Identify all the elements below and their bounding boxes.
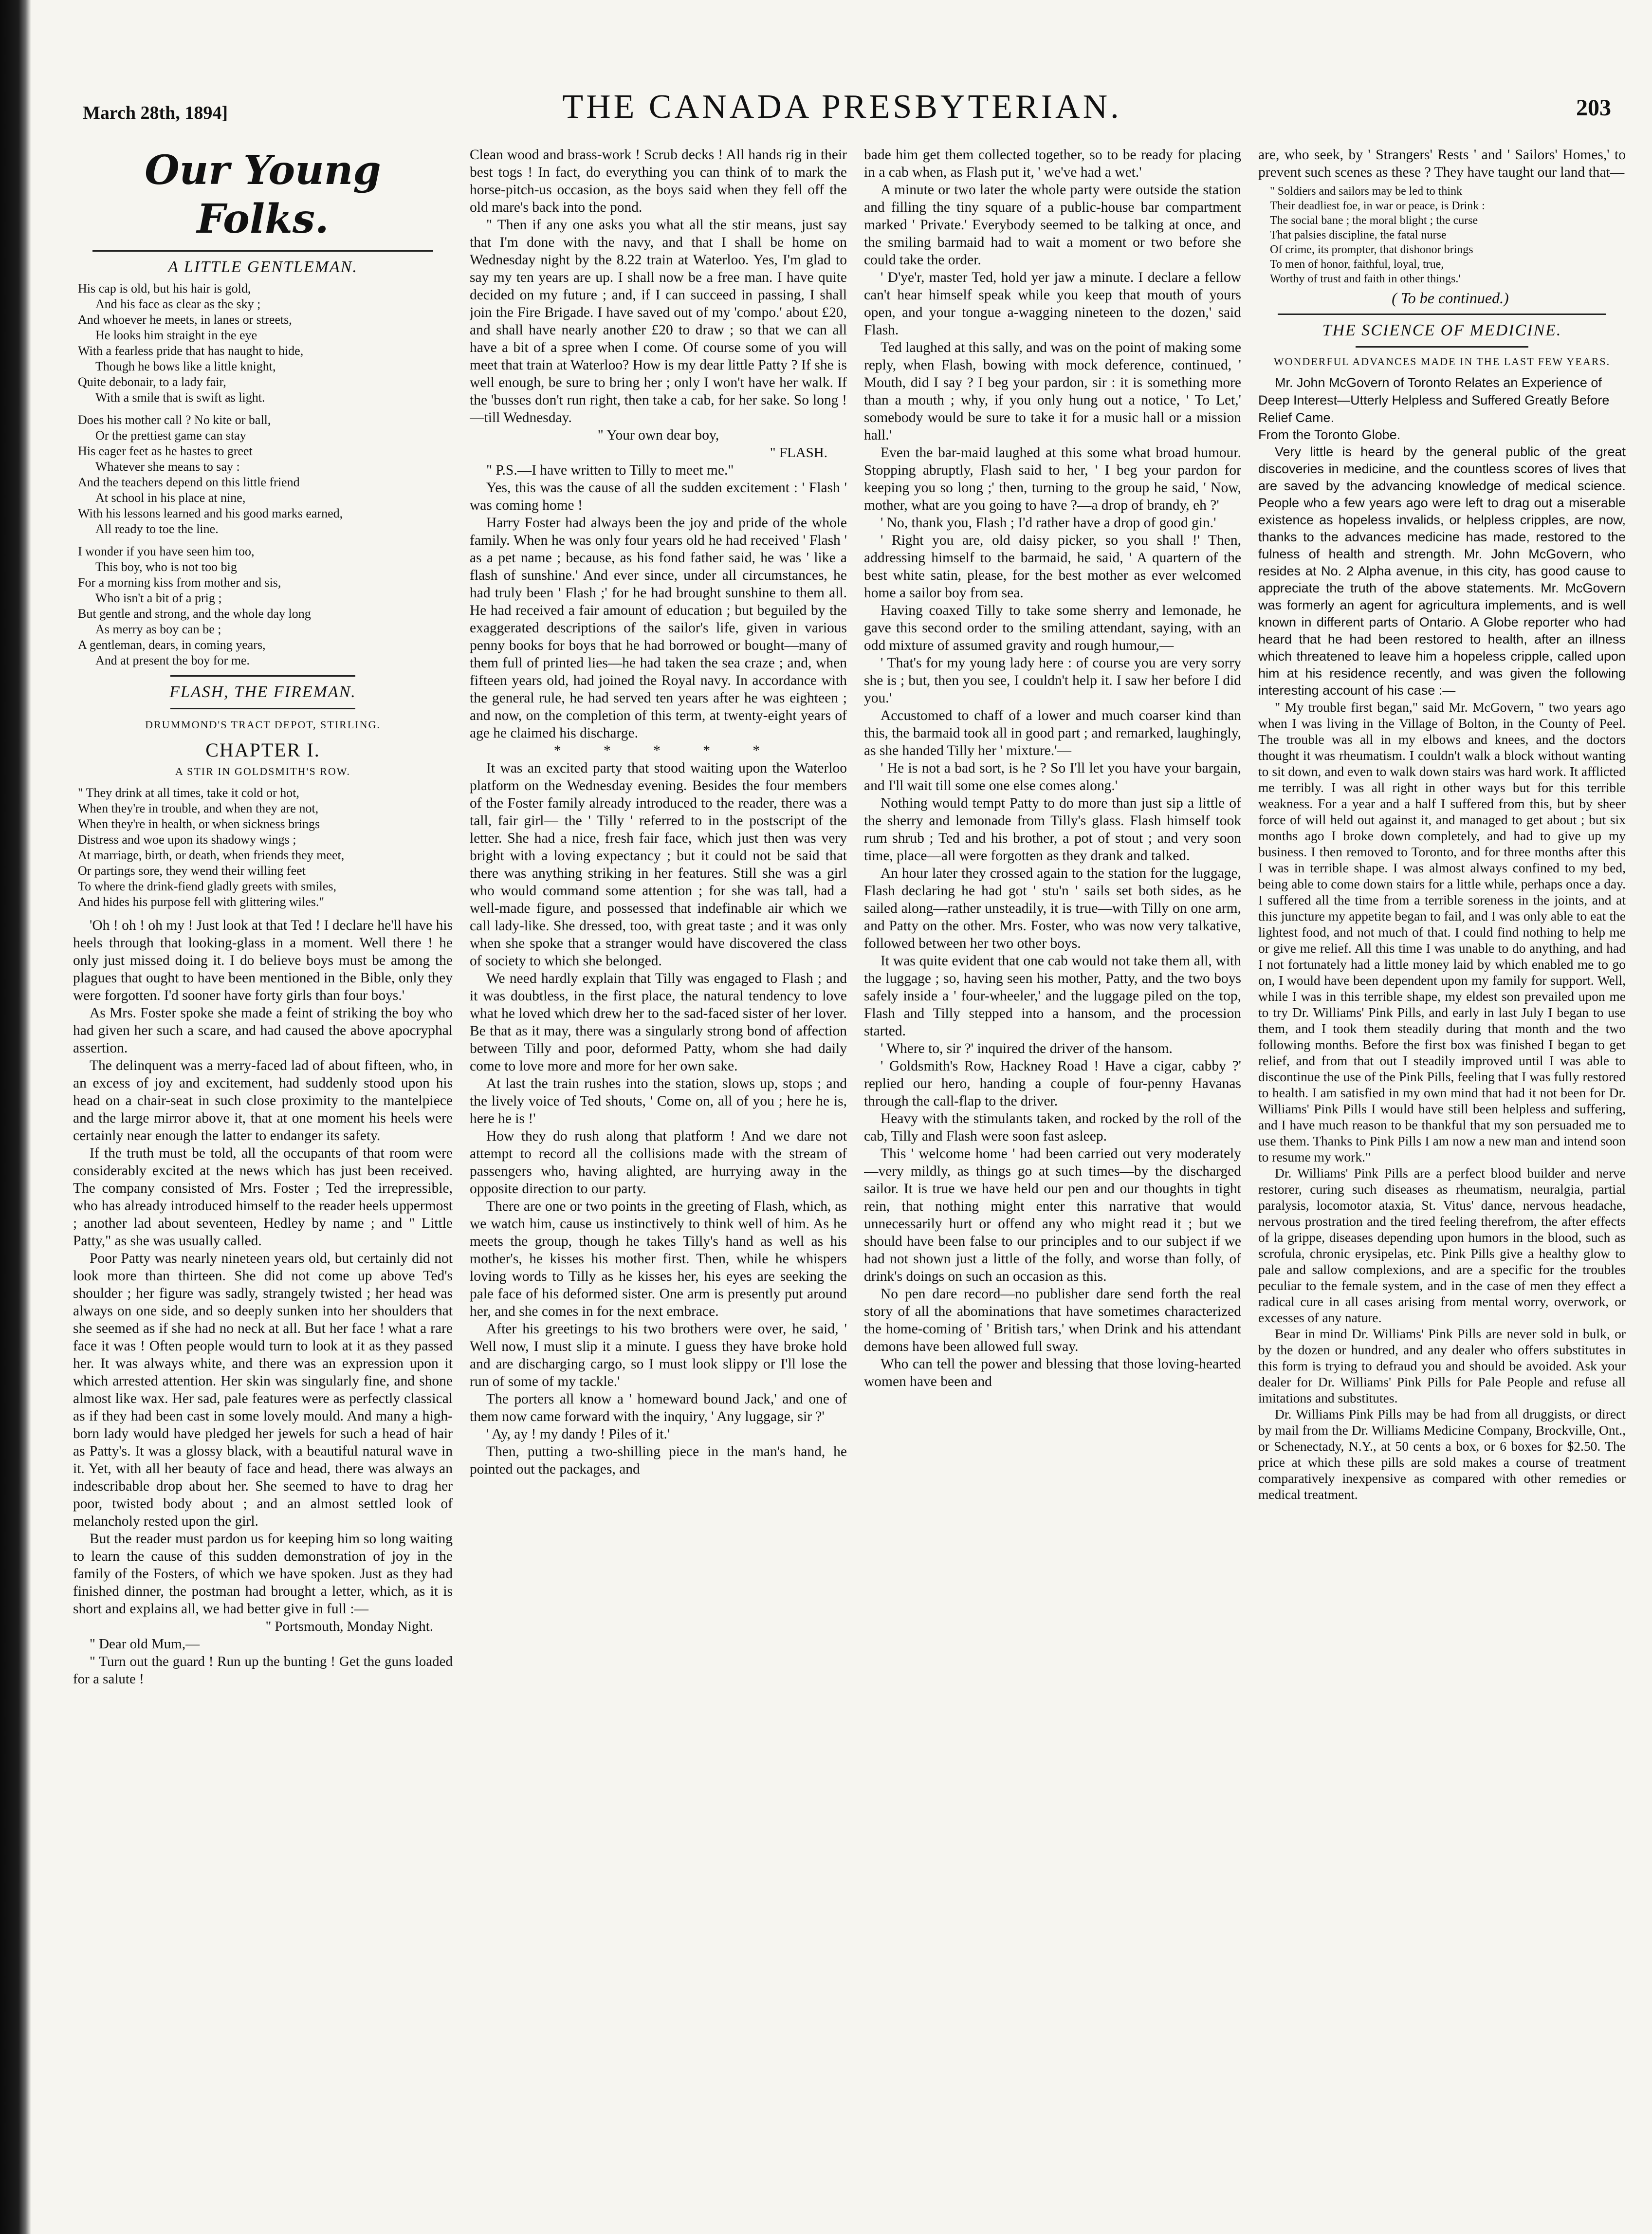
paragraph: bade him get them collected together, so to be ready for placing in a cab when, as Flash put it, ' we've had a wet.' <box>864 147 1241 180</box>
paragraph: are, who seek, by ' Strangers' Rests ' and ' Sailors' Homes,' to prevent such scenes as these ? They have taught our land that— <box>1258 147 1626 180</box>
letter-signature: " FLASH. <box>770 445 827 461</box>
article-source: From the Toronto Globe. <box>1258 427 1401 442</box>
paragraph: Harry Foster had always been the joy and pride of the whole family. When he was only four years old he had received ' Flash ' as a pet name ; because, as his fond father said, he was ' like a flash of sunshine.' And ever since, under all circumstances, he had truly been ' Flash ;' for he had brought sunshine to them all. He had received a fair amount of education ; but beguiled by the exaggerated descriptions of the sailor's life, given in various penny books for boys that he had borrowed or bought—many of them full of printed lies—he had taken the sea craze ; and, when fifteen years old, had joined the Royal navy. In accordance with the general rule, he had served ten years after he was eighteen ; and now, on the completion of this term, at twenty-eight years of age he claimed his discharge. <box>470 515 847 741</box>
epigraph: " They drink at all times, take it cold or hot, When they're in trouble, and when they are not, When they're in health, or when sickness brings Distress and woe upon its shadowy wings ; At marriage, birth, or death, when friends they meet, Or partings sore, they wend their willing feet To where the drink-fiend gladly greets with smiles, And hides his purpose fell with glittering wiles." <box>78 786 345 909</box>
paragraph: There are one or two points in the greeting of Flash, which, as we watch him, cause us instinctively to think well of him. As he meets the group, though he takes Tilly's hand as well as his mother's, he kisses his mother first. Then, while he whispers loving words to Tilly as he kisses her, his eyes are seeking the pale face of his deformed sister. One arm is presently put around her, and she comes in for the next embrace. <box>470 1199 847 1319</box>
page-number: 203 <box>1576 95 1611 121</box>
paragraph: ' No, thank you, Flash ; I'd rather have a drop of good gin.' <box>881 515 1216 531</box>
to-be-continued: ( To be continued.) <box>1392 289 1509 307</box>
paragraph: ' He is not a bad sort, is he ? So I'll let you have your bargain, and I'll wait till some one else comes along.' <box>864 760 1241 794</box>
paragraph: " My trouble first began," said Mr. McGovern, " two years ago when I was living in the Village of Bolton, in the County of Peel. The trouble was all in my elbows and knees, and the doctors thought it was rheumatism. I couldn't walk a block without wanting to sit down, and even to walk down stairs was hard work. It afflicted me terribly. I was all right in other ways but for this terrible weakness. For a year and a half I suffered from this, but by sheer force of will held out against it, and managed to get about ; but six months ago I broke down completely, and had to give up my business. I then removed to Toronto, and for three months after this I was in terrible shape. I was almost always confined to my bed, being able to come down stairs for a little while, perhaps once a day. I suffered all the time from a terrible soreness in the joints, and at this juncture my appetite began to fail, and I was only able to eat the lightest food, and not much of that. I could find nothing to help me or give me relief. All this time I was unable to do anything, and had I not fortunately had a little money laid by which enabled me to go on, I would have been dependent upon my family for support. Well, while I was in this terrible shape, my eldest son prevailed upon me to try Dr. Williams' Pink Pills, and early in last July I began to use them, and I took them steadily during that month and the two following months. Before the first box was finished I began to get relief, and from that out I steadily improved until I was able to discontinue the use of the Pink Pills, feeling that I was fully restored to health. I am satisfied in my own mind that had it not been for Dr. Williams' Pink Pills I would have still been helpless and suffering, and I have much reason to be thankful that my son persuaded me to use them. Thanks to Pink Pills I am now a new man and intend soon to resume my work." <box>1258 700 1626 1164</box>
paragraph: It was an excited party that stood waiting upon the Waterloo platform on the Wednesday evening. Besides the four members of the Foster family already introduced to the reader, there was a tall, fair girl— the ' Tilly ' referred to in the postscript of the letter. She had a nice, fresh fair face, which just then was very bright with a loving expectancy ; but it could not be said that there was anything striking in her features. Still she was a girl who would command some attention ; for she was tall, had a well-made figure, and possessed that indefinable air which we call lady-like. She dressed, too, with great taste ; and it was only when she spoke that a stranger would have discovered the class of society to which she belonged. <box>470 760 847 969</box>
story-title: FLASH, THE FIREMAN. <box>169 683 356 701</box>
paragraph: How they do rush along that platform ! And we dare not attempt to record all the collisions made with the stream of passengers who, having alighted, are hurrying away in the opposite direction to our party. <box>470 1128 847 1197</box>
paragraph: An hour later they crossed again to the station for the luggage, Flash declaring he had got ' stu'n ' sails set both sides, as he sailed along—rather unsteadily, it is true—with Tilly on one arm, and Patty on the other. Mrs. Foster, who was now very talkative, followed between her two other boys. <box>864 866 1241 951</box>
column-2 <box>470 146 847 2215</box>
paragraph: Poor Patty was nearly nineteen years old, but certainly did not look more than thirteen. She did not come up above Ted's shoulder ; her figure was sadly, strangely twisted ; her head was always on one side, and so deeply sunken into her shoulders that she seemed as if she had no neck at all. But her face ! what a rare face it was ! Often people would turn to look at it as they passed her. It was always white, and there was an expression upon it which arrested attention. Her skin was singularly fine, and shone almost like wax. Her sad, pale features were as perfectly classical as if they had been cast in some lovely mould. And many a high-born lady would have pledged her jewels for such a head of hair as Patty's. It was a glossy black, with a beautiful natural wave in it. Yet, with all her beauty of face and head, there was always an indescribable drop about her. She seemed to have to drag her poor, twisted body about ; and an almost settled look of melancholy rested upon the girl. <box>73 1251 453 1529</box>
newspaper-title: THE CANADA PRESBYTERIAN. <box>562 88 1122 126</box>
poem-title: A LITTLE GENTLEMAN. <box>168 258 358 276</box>
section-break: * * * * * <box>553 743 780 758</box>
paragraph: Then, putting a two-shilling piece in the man's hand, he pointed out the packages, and <box>470 1444 847 1477</box>
chapter-subheading: A STIR IN GOLDSMITH'S ROW. <box>175 765 351 777</box>
paragraph: But the reader must pardon us for keeping him so long waiting to learn the cause of this sudden demonstration of joy in the family of the Fosters, of which we have spoken. Just as they had finished dinner, the postman had brought a letter, which, as it is short and explains all, we had better give in full :— <box>73 1531 453 1617</box>
divider <box>170 675 355 677</box>
column-1 <box>73 146 453 2215</box>
paragraph: Clean wood and brass-work ! Scrub decks ! All hands rig in their best togs ! In fact, do everything you can think of to mark the horse-pitch-us occasion, as the boys said when they fell off the old mare's back into the pond. <box>470 147 847 215</box>
paragraph: " Then if any one asks you what all the stir means, just say that I'm done with the navy, and that I shall be home on Wednesday night by the 8.22 train at Waterloo. Yes, I'm glad to say my ten years are up. I shall now be a free man. I have quite decided on my future ; and, if I can succeed in passing, I shall join the Fire Brigade. I have saved out of my 'compo.' about £20, and shall have nearly another £20 to draw ; so that we can all have a bit of a spree when I come. Of course some of you will meet that train at Waterloo? How is my dear little Patty ? If she is well enough, be sure to bring her ; only I won't have her walk. If the 'busses don't run right, then take a cab, for her sake. So long !—till Wednesday. <box>470 217 847 425</box>
paragraph: We need hardly explain that Tilly was engaged to Flash ; and it was doubtless, in the first place, the natural tendency to love what he loved which drew her to the sad-faced sister of her lover. Be that as it may, there was a singularly strong bond of affection between Tilly and poor, deformed Patty, whom she had daily come to love more and more for her own sake. <box>470 971 847 1074</box>
paragraph: The porters all know a ' homeward bound Jack,' and one of them now came forward with the inquiry, ' Any luggage, sir ?' <box>470 1391 847 1424</box>
paragraph: Dr. Williams' Pink Pills are a perfect blood builder and nerve restorer, curing such diseases as rheumatism, neuralgia, partial paralysis, locomotor ataxia, St. Vitus' dance, nervous headache, nervous prostration and the tired feeling therefrom, the after effects of la grippe, diseases depending upon humors in the blood, such as scrofula, chronic erysipelas, etc. Pink Pills give a healthy glow to pale and sallow complexions, and are a specific for the troubles peculiar to the female system, and in the case of men they effect a radical cure in all cases arising from mental worry, overwork, or excesses of any nature. <box>1258 1165 1626 1325</box>
paragraph: Bear in mind Dr. Williams' Pink Pills are never sold in bulk, or by the dozen or hundred, and any dealer who offers substitutes in this form is trying to defraud you and should be avoided. Ask your dealer for Dr. Williams' Pink Pills for Pale People and refuse all imitations and substitutes. <box>1258 1326 1626 1405</box>
paragraph: It was quite evident that one cab would not take them all, with the luggage ; so, having seen his mother, Patty, and the two boys safely inside a ' four-wheeler,' and the luggage piled on the top, Flash and Tilly stepped into a hansom, and the procession started. <box>864 953 1241 1039</box>
chapter-heading: CHAPTER I. <box>205 739 320 761</box>
letter-salutation: " Dear old Mum,— <box>90 1636 200 1652</box>
paragraph: Who can tell the power and blessing that those loving-hearted women have been and <box>864 1356 1241 1389</box>
paragraph: Nothing would tempt Patty to do more than just sip a little of the sherry and lemonade from Tilly's glass. Flash himself took rum shrub ; Ted and his brother, a pot of stout ; and very soon time, place—all were forgotten as they drank and talked. <box>864 795 1241 864</box>
paragraph: Dr. Williams Pink Pills may be had from all druggists, or direct by mail from the Dr. Williams Medicine Company, Brockville, Ont., or Schenectady, N.Y., at 50 cents a box, or 6 boxes for $2.50. The price at which these pills are sold makes a course of treatment comparatively inexpensive as compared with other remedies or medical treatment. <box>1258 1406 1626 1502</box>
paragraph: After his greetings to his two brothers were over, he said, ' Well now, I must slip it a minute. I guess they have broke hold and are discharging cargo, so I must look slippy or I'll lose the run of some of my tackle.' <box>470 1321 847 1389</box>
paragraph: If the truth must be told, all the occupants of that room were considerably excited at the news which has just been received. The company consisted of Mrs. Foster ; Ted the irrepressible, who has already introduced himself to the reader heels uppermost ; another lad about seventeen, Hedley by name ; and " Little Patty," as she was usually called. <box>73 1145 453 1249</box>
paragraph: ' Goldsmith's Row, Hackney Road ! Have a cigar, cabby ?' replied our hero, handing a couple of four-penny Havanas through the call-flap to the driver. <box>864 1058 1241 1109</box>
paragraph: Even the bar-maid laughed at this some what broad humour. Stopping abruptly, Flash said to her, ' I beg your pardon for keeping you so long ;' then, turning to the group he said, ' Now, mother, what are you going to have ?—a drop of brandy, eh ?' <box>864 445 1241 513</box>
issue-date: March 28th, 1894] <box>83 103 228 123</box>
paragraph: No pen dare record—no publisher dare send forth the real story of all the abominations that have sometimes characterized the home-coming of ' British tars,' when Drink and his attendant demons have been allowed full sway. <box>864 1286 1241 1354</box>
paragraph: ' That's for my young lady here : of course you are very sorry she is ; but, then you see, I couldn't help it. I saw her before I did you.' <box>864 655 1241 706</box>
article-summary: Mr. John McGovern of Toronto Relates an Experience of Deep Interest—Utterly Helpless and Suffered Greatly Before Relief Came. <box>1258 375 1610 425</box>
paragraph: A minute or two later the whole party were outside the station and filling the tiny square of a public-house bar compartment marked ' Private.' Everybody seemed to be talking at once, and the smiling barmaid had to wait a moment or two before she could take the order. <box>864 182 1241 268</box>
divider <box>1356 346 1528 348</box>
section-heading: Our Young Folks. <box>145 147 381 242</box>
poem-stanza-3: I wonder if you have seen him too, This boy, who is not too big For a morning kiss from mother and sis, Who isn't a bit of a prig ; But gentle and strong, and the whole day long As merry as boy can be ; A gentleman, dears, in coming years, And at present the boy for me. <box>78 544 311 667</box>
divider <box>170 708 355 709</box>
article-title: THE SCIENCE OF MEDICINE. <box>1322 321 1562 339</box>
page-binding-edge <box>0 0 31 2234</box>
paragraph: Heavy with the stimulants taken, and rocked by the roll of the cab, Tilly and Flash were soon fast asleep. <box>864 1111 1241 1144</box>
paragraph: Yes, this was the cause of all the sudden excitement : ' Flash ' was coming home ! <box>470 480 847 513</box>
letter-place: " Portsmouth, Monday Night. <box>265 1619 433 1634</box>
article-subtitle: WONDERFUL ADVANCES MADE IN THE LAST FEW YEARS. <box>1273 355 1611 368</box>
quoted-verse: " Soldiers and sailors may be led to think Their deadliest foe, in war or peace, is Drink : The social bane ; the moral blight ; the curse That palsies discipline, the fatal nurse Of crime, its prompter, that dishonor brings To men of honor, faithful, loyal, true, Worthy of trust and faith in other things.' <box>1270 185 1485 285</box>
paragraph: Very little is heard by the general public of the great discoveries in medicine, and the countless scores of lives that are saved by the advancing knowledge of medical science. People who a few years ago were left to drag out a miserable existence as hopeless invalids, or helpless cripples, are now, thanks to the advances medicine has made, restored to the fulness of health and strength. Mr. John McGovern, who resides at No. 2 Alpha avenue, in this city, has good cause to appreciate the truth of the above statements. Mr. McGovern was formerly an agent for agricultura implements, and is well known in different parts of Ontario. A Globe reporter who had heard that he had been restored to health, after an illness which threatened to leave him a hopeless cripple, called upon him at his residence recently, and was given the following interesting account of his case :— <box>1258 444 1626 698</box>
column-4 <box>1258 146 1626 2215</box>
paragraph: At last the train rushes into the station, slows up, stops ; and the lively voice of Ted shouts, ' Come on, all of you ; here he is, here he is !' <box>470 1076 847 1126</box>
page-header <box>73 88 1611 131</box>
column-3 <box>864 146 1241 2215</box>
paragraph: " Turn out the guard ! Run up the bunting ! Get the guns loaded for a salute ! <box>73 1654 453 1687</box>
paragraph: Having coaxed Tilly to take some sherry and lemonade, he gave this second order to the smiling attendant, saying, with an odd mixture of assumed gravity and rough humour,— <box>864 603 1241 653</box>
paragraph: As Mrs. Foster spoke she made a feint of striking the boy who had given her such a scare, and had caused the above apocryphal assertion. <box>73 1005 453 1056</box>
letter-signoff: " Your own dear boy, <box>597 427 719 443</box>
paragraph: Accustomed to chaff of a lower and much coarser kind than this, the barmaid took all in good part ; and remarked, laughingly, as she handed Tilly her ' mixture.'— <box>864 708 1241 758</box>
poem-stanza-1: His cap is old, but his hair is gold, And his face as clear as the sky ; And whoever he meets, in lanes or streets, He looks him straight in the eye With a fearless pride that has naught to hide, Though he bows like a little knight, Quite debonair, to a lady fair, With a smile that is swift as light. <box>78 281 304 405</box>
story-source: DRUMMOND'S TRACT DEPOT, STIRLING. <box>145 719 381 731</box>
divider <box>1278 314 1606 315</box>
paragraph: ' Right you are, old daisy picker, so you shall !' Then, addressing himself to the barmaid, he said, ' A quartern of the best white satin, please, for the best mother as ever welcomed home a sailor boy from sea. <box>864 533 1241 601</box>
postscript: " P.S.—I have written to Tilly to meet me." <box>486 462 734 478</box>
paragraph: This ' welcome home ' had been carried out very moderately—very mildly, as things go at such times—by the discharged sailor. It is true we have held our pen and our thoughts in tight rein, that nothing might enter this narrative that would unnecessarily hurt or offend any who might read it ; but we should have been false to our principles and to our subject if we had not shown just a little of the folly, and worse than folly, of drink's doings on such an occasion as this. <box>864 1146 1241 1284</box>
paragraph: ' D'ye'r, master Ted, hold yer jaw a minute. I declare a fellow can't hear himself speak while you keep that mouth of yours open, and your tongue a-wagging nineteen to the dozen,' said Flash. <box>864 270 1241 338</box>
paragraph: The delinquent was a merry-faced lad of about fifteen, who, in an excess of joy and excitement, had suddenly stood upon his head on a chair-seat in such close proximity to the mantelpiece and the large mirror above it, that at one moment his heels were certainly near enough the latter to endanger its safety. <box>73 1058 453 1144</box>
paragraph: 'Oh ! oh ! oh my ! Just look at that Ted ! I declare he'll have his heels through that looking-glass in a moment. Well there ! he only just missed doing it. I do believe boys must be among the plagues that ought to have been mentioned in the Bible, only they were forgotten. I'd sooner have forty girls than four boys.' <box>73 918 453 1003</box>
paragraph: ' Where to, sir ?' inquired the driver of the hansom. <box>881 1041 1173 1056</box>
divider <box>92 250 433 252</box>
paragraph: ' Ay, ay ! my dandy ! Piles of it.' <box>486 1426 670 1442</box>
poem-stanza-2: Does his mother call ? No kite or ball, Or the prettiest game can stay His eager feet as he hastes to greet Whatever she means to say : And the teachers depend on this little friend At school in his place at nine, With his lessons learned and his good marks earned, All ready to toe the line. <box>78 413 343 536</box>
paragraph: Ted laughed at this sally, and was on the point of making some reply, when Flash, bowing with mock deference, continued, ' Mouth, did I say ? I beg your pardon, sir : it is something more than a mouth ; why, if you only hung out a notice, ' To Let,' somebody would be sure to take it for a music hall or a mission hall.' <box>864 340 1241 443</box>
